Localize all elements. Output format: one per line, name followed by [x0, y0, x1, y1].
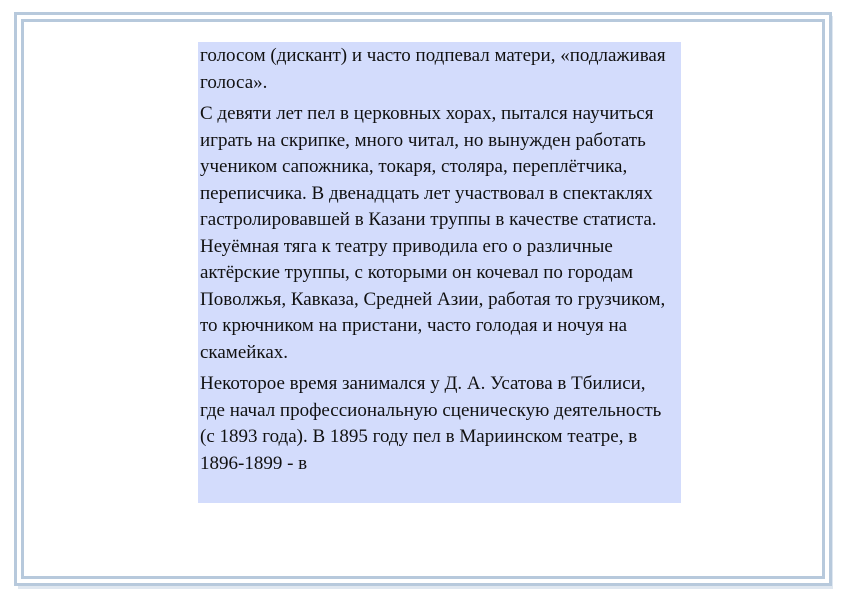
text-box — [198, 42, 681, 503]
paragraph-3: Некоторое время занимался у Д. А. Усатова в Тбилиси, где начал профессиональную сценическую деятельность (с 1893 года). В 1895 году пел в Мариинском театре, в 1896-1899 - в — [200, 373, 662, 474]
paragraph-1: голосом (дискант) и часто подпевал матери, «подлаживая голоса». — [200, 45, 666, 93]
frame-shadow-bottom — [18, 586, 833, 589]
paragraph-2: С девяти лет пел в церковных хорах, пытался научиться играть на скрипке, много читал, но вынужден работать учеником сапожника, токаря, столяра, переплётчика, переписчика. В двенадцать лет участвовал в спектаклях гастролировавшей в Казани труппы в качестве статиста. Неуёмная тяга к театру приводила его о различные актёрские труппы, с которыми он кочевал по городам Поволжья, Кавказа, Средней Азии, работая то грузчиком, то крючником на пристани, часто голодая и ночуя на скамейках. — [200, 103, 666, 363]
